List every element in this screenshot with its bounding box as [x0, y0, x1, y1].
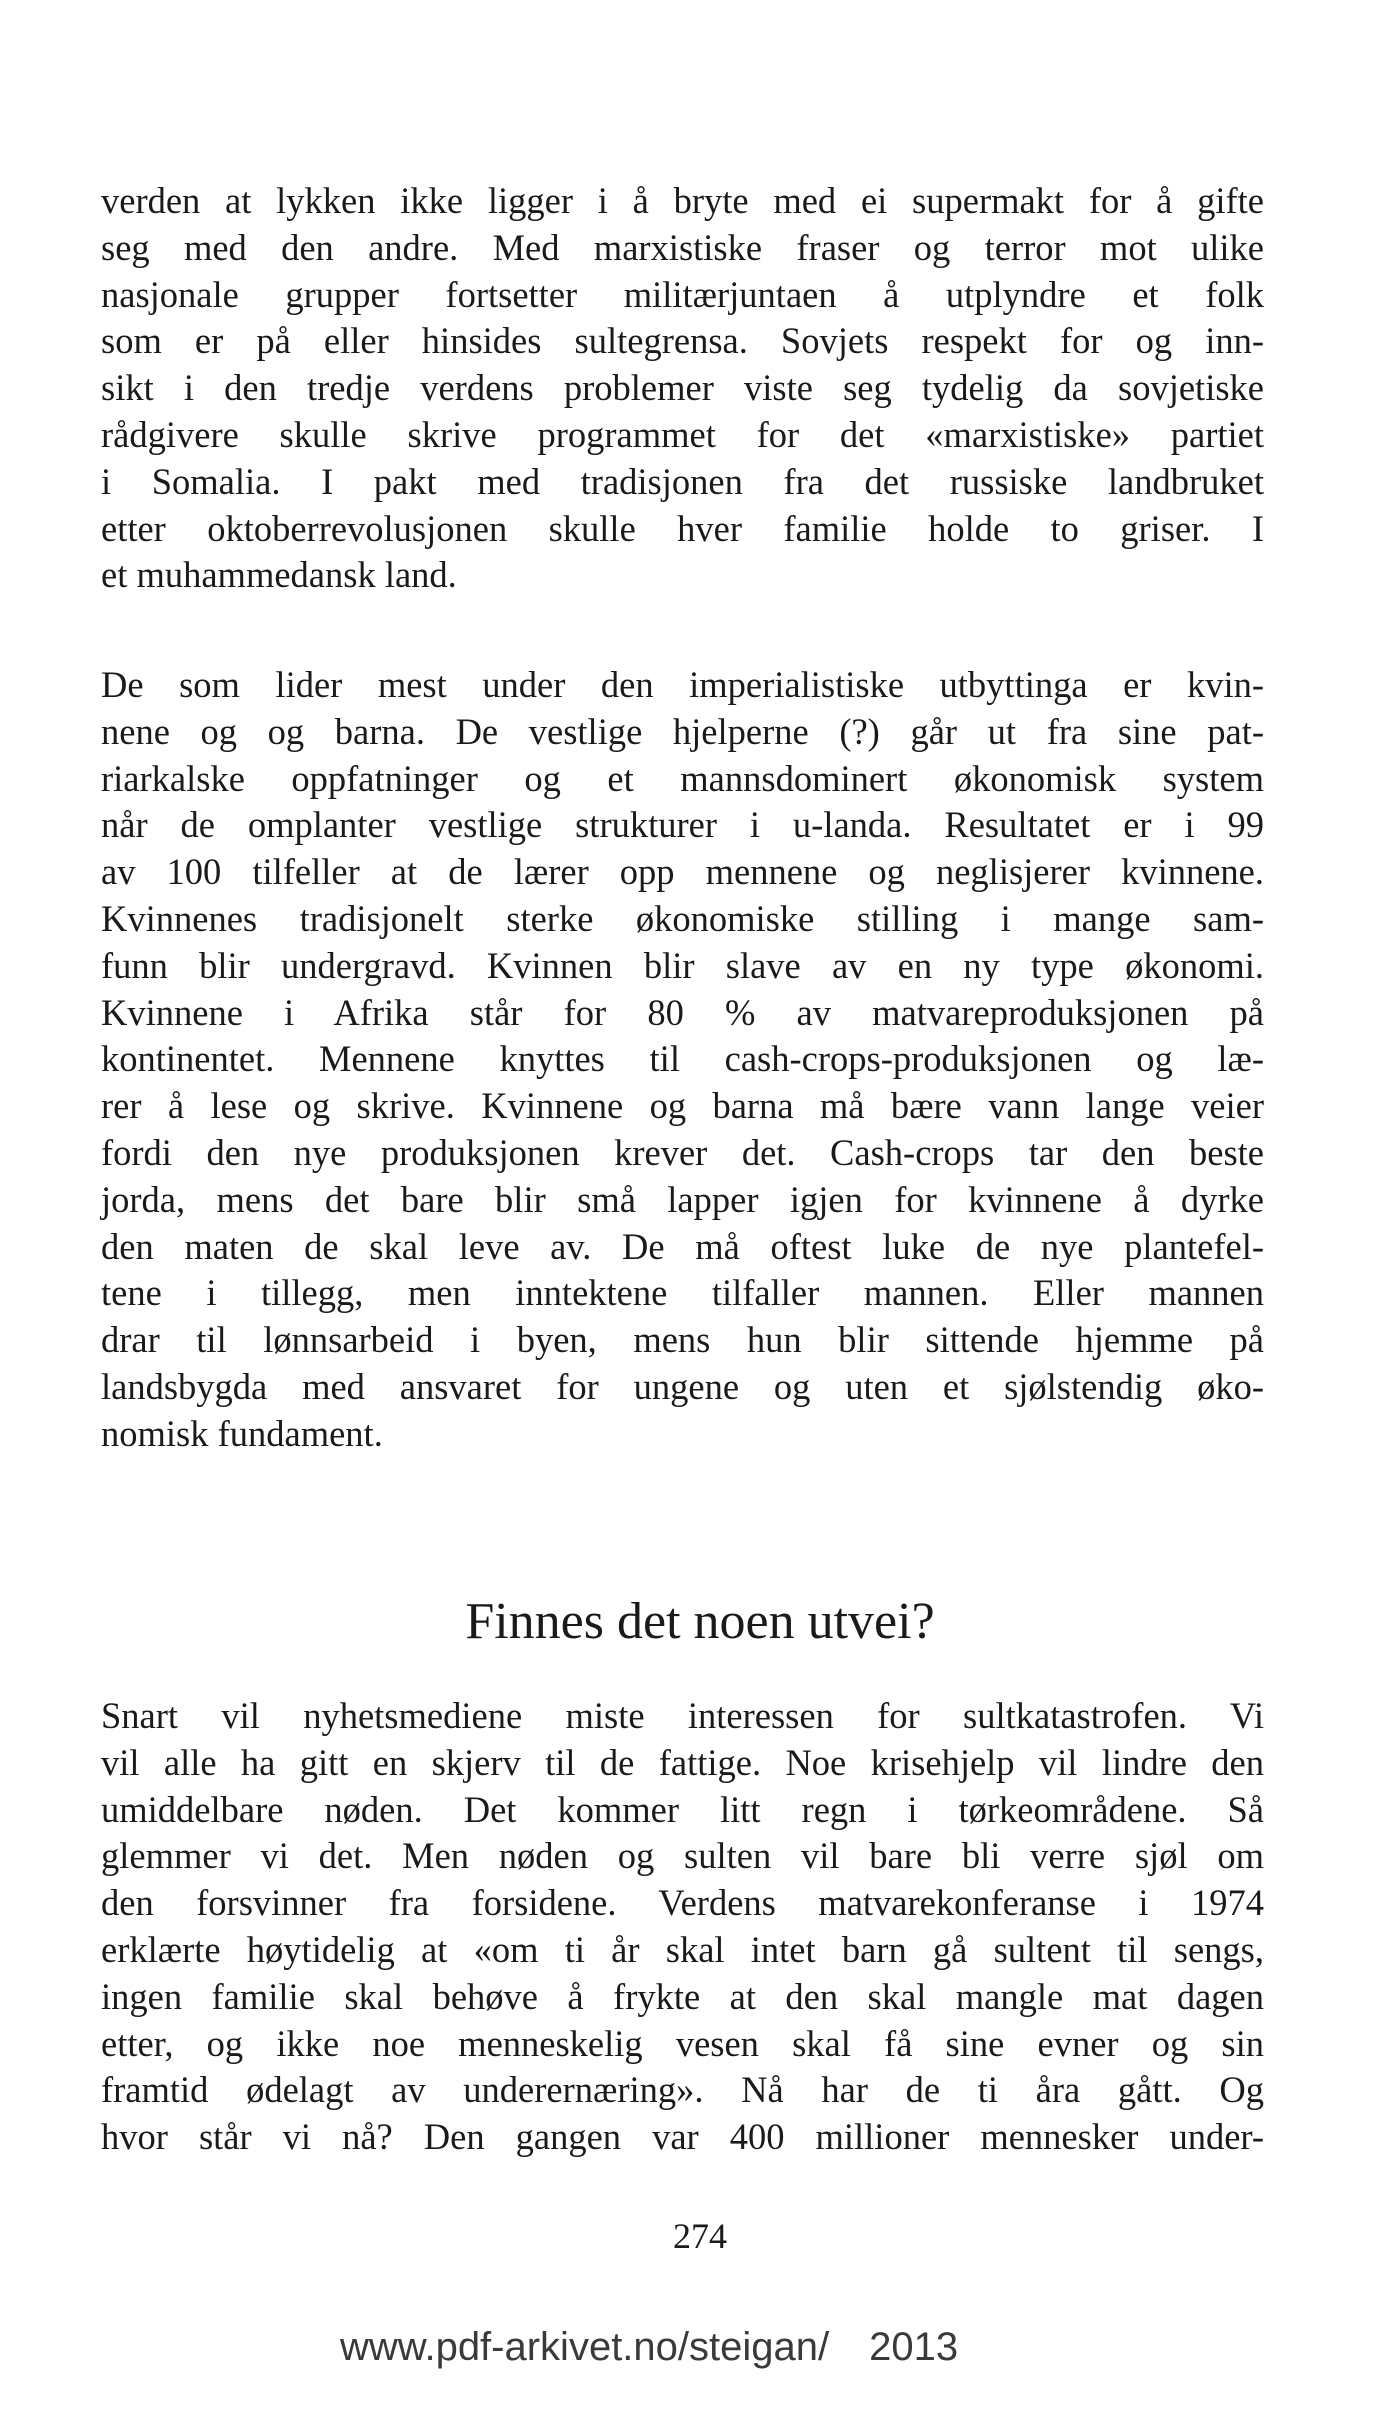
text-line: ingen familie skal behøve å frykte at den skal mangle mat dagen [101, 1975, 1264, 2017]
page-number: 274 [673, 2216, 727, 2256]
text-line: jorda, mens det bare blir små lapper igjen for kvinnene å dyrke [101, 1178, 1264, 1220]
text-line: når de omplanter vestlige strukturer i u-landa. Resultatet er i 99 [101, 804, 1264, 846]
text-line: nasjonale grupper fortsetter militærjuntaen å utplyndre et folk [101, 273, 1264, 315]
text-line: kontinentet. Mennene knyttes til cash-crops-produksjonen og læ- [101, 1038, 1264, 1080]
text-line: fordi den nye produksjonen krever det. Cash-crops tar den beste [101, 1131, 1264, 1173]
text-line: drar til lønnsarbeid i byen, mens hun blir sittende hjemme på [101, 1319, 1264, 1361]
text-line: sikt i den tredje verdens problemer viste seg tydelig da sovjetiske [101, 367, 1264, 409]
paragraph-3 [101, 1693, 1264, 2161]
text-line: rådgivere skulle skrive programmet for det «marxistiske» partiet [101, 413, 1264, 455]
text-line: vil alle ha gitt en skjerv til de fattige. Noe krisehjelp vil lindre den [101, 1741, 1264, 1783]
text-line: Kvinnene i Afrika står for 80 % av matvareproduksjonen på [101, 991, 1264, 1033]
text-line: verden at lykken ikke ligger i å bryte med ei supermakt for å gifte [101, 180, 1264, 221]
text-line: rer å lese og skrive. Kvinnene og barna må bære vann lange veier [101, 1085, 1264, 1127]
text-line: av 100 tilfeller at de lærer opp mennene og neglisjerer kvinnene. [101, 851, 1264, 893]
text-line: Kvinnenes tradisjonelt sterke økonomiske stilling i mange sam- [101, 897, 1264, 939]
text-line: umiddelbare nøden. Det kommer litt regn i tørkeområdene. Så [101, 1788, 1264, 1830]
paragraph-1 [101, 178, 1264, 599]
paragraph-2 [101, 662, 1264, 1458]
footer-url: www.pdf-arkivet.no/steigan/ [340, 2325, 830, 2369]
text-line: glemmer vi det. Men nøden og sulten vil bare bli verre sjøl om [101, 1835, 1264, 1877]
text-line: framtid ødelagt av underernæring». Nå har de ti åra gått. Og [101, 2069, 1264, 2111]
footer-watermark [340, 2323, 958, 2371]
text-line: landsbygda med ansvaret for ungene og uten et sjølstendig øko- [101, 1365, 1264, 1407]
text-line: etter oktoberrevolusjonen skulle hver familie holde to griser. I [101, 507, 1264, 549]
text-line: nomisk fundament. [101, 1412, 383, 1454]
text-line: funn blir undergravd. Kvinnen blir slave av en ny type økonomi. [101, 944, 1264, 986]
footer-year: 2013 [869, 2325, 959, 2369]
text-line: den maten de skal leve av. De må oftest luke de nye plantefel- [101, 1225, 1264, 1267]
text-line: tene i tillegg, men inntektene tilfaller mannen. Eller mannen [101, 1272, 1264, 1314]
text-line: Snart vil nyhetsmediene miste interessen for sultkatastrofen. Vi [101, 1695, 1264, 1736]
text-line: seg med den andre. Med marxistiske fraser og terror mot ulike [101, 226, 1264, 268]
text-line: den forsvinner fra forsidene. Verdens matvarekonferanse i 1974 [101, 1882, 1264, 1924]
text-line: etter, og ikke noe menneskelig vesen skal få sine evner og sin [101, 2022, 1264, 2064]
text-line: i Somalia. I pakt med tradisjonen fra det russiske landbruket [101, 460, 1264, 502]
text-line: erklærte høytidelig at «om ti år skal intet barn gå sultent til sengs, [101, 1928, 1264, 1970]
text-line: nene og og barna. De vestlige hjelperne (?) går ut fra sine pat- [101, 710, 1264, 752]
section-heading: Finnes det noen utvei? [465, 1593, 935, 1650]
text-line: riarkalske oppfatninger og et mannsdominert økonomisk system [101, 757, 1264, 799]
text-line: et muhammedansk land. [101, 554, 457, 596]
text-line: hvor står vi nå? Den gangen var 400 millioner mennesker under- [101, 2116, 1264, 2158]
text-line: De som lider mest under den imperialistiske utbyttinga er kvin- [101, 664, 1264, 705]
text-line: som er på eller hinsides sultegrensa. Sovjets respekt for og inn- [101, 320, 1264, 362]
